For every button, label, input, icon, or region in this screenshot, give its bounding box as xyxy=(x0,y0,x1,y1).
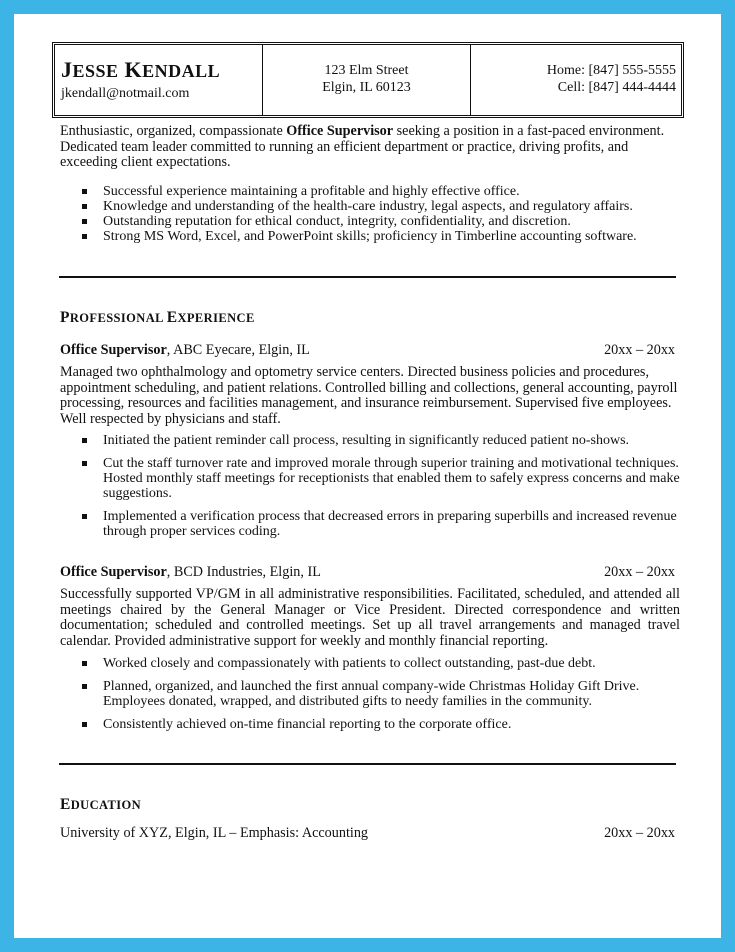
job-dates: 20xx – 20xx xyxy=(604,342,675,358)
section-divider xyxy=(59,276,676,278)
list-item: Knowledge and understanding of the health-care industry, legal aspects, and regulatory affairs. xyxy=(60,199,680,214)
education-dates: 20xx – 20xx xyxy=(604,825,675,841)
experience-heading: PROFESSIONAL EXPERIENCE xyxy=(60,309,255,326)
list-item: Consistently achieved on-time financial reporting to the corporate office. xyxy=(60,717,680,732)
summary-emphasis: Office Supervisor xyxy=(286,123,394,139)
resume-page xyxy=(14,14,721,938)
email-address[interactable]: jkendall@notmail.com xyxy=(61,86,190,101)
education-entry xyxy=(60,825,675,841)
job-dates: 20xx – 20xx xyxy=(604,564,675,580)
contact-header xyxy=(52,42,684,118)
job-header xyxy=(60,342,675,358)
list-item: Implemented a verification process that decreased errors in preparing superbills and increased revenue through proper services coding. xyxy=(60,509,680,539)
list-item: Planned, organized, and launched the first annual company-wide Christmas Holiday Gift Drive. Employees donated, wrapped, and distributed gifts to needy families in the community. xyxy=(60,679,680,709)
education-heading: EDUCATION xyxy=(60,796,142,813)
job-title: Office Supervisor xyxy=(60,564,167,580)
cell-phone: Cell: [847] 444-4444 xyxy=(557,80,676,95)
candidate-name: JESSE KENDALL xyxy=(61,57,221,82)
list-item: Worked closely and compassionately with patients to collect outstanding, past-due debt. xyxy=(60,656,680,671)
name-cell xyxy=(55,45,263,115)
job-company: , BCD Industries, Elgin, IL xyxy=(166,564,321,580)
summary-paragraph: Enthusiastic, organized, compassionate Office Supervisor seeking a position in a fast-paced environment. Dedicated team leader committed to running an efficient department or practice, driving profits, and exceeding client expectations. xyxy=(60,123,665,171)
street-address: 123 Elm Street xyxy=(324,63,409,78)
job-description: Managed two ophthalmology and optometry service centers. Directed business policies and procedures, appointment scheduling, and patient relations. Controlled billing and collections, general accounting, payroll processing, resources and facilities management, and insurance reimbursement. Supervised five employees. Well respected by physicians and staff. xyxy=(60,364,678,427)
job-description: Successfully supported VP/GM in all administrative responsibilities. Facilitated, scheduled, and attended all meetings chaired by the General Manager or Vice President. Directed correspondence and written documentation; scheduled and controlled meetings. Set up all travel arrangements and managed travel calendar. Provided administrative support for weekly and monthly financial reporting. xyxy=(60,586,680,649)
summary-bullets xyxy=(60,184,680,244)
city-state-zip: Elgin, IL 60123 xyxy=(322,80,411,95)
phone-cell xyxy=(471,45,681,115)
list-item: Initiated the patient reminder call process, resulting in significantly reduced patient no-shows. xyxy=(60,433,680,448)
list-item: Strong MS Word, Excel, and PowerPoint skills; proficiency in Timberline accounting software. xyxy=(60,229,680,244)
job-bullets xyxy=(60,656,680,732)
section-divider xyxy=(59,763,676,765)
job-header xyxy=(60,564,675,580)
home-phone: Home: [847] 555-5555 xyxy=(546,63,676,78)
job-title: Office Supervisor xyxy=(60,342,167,358)
job-bullets xyxy=(60,433,680,539)
job-company: , ABC Eyecare, Elgin, IL xyxy=(166,342,310,358)
list-item: Cut the staff turnover rate and improved morale through superior training and motivational techniques. Hosted monthly staff meetings for receptionists that enabled them to safely express concerns and make suggestions. xyxy=(60,456,680,501)
education-school: University of XYZ, Elgin, IL – Emphasis: Accounting xyxy=(60,825,369,841)
list-item: Outstanding reputation for ethical conduct, integrity, confidentiality, and discretion. xyxy=(60,214,680,229)
address-cell xyxy=(263,45,471,115)
list-item: Successful experience maintaining a profitable and highly effective office. xyxy=(60,184,680,199)
